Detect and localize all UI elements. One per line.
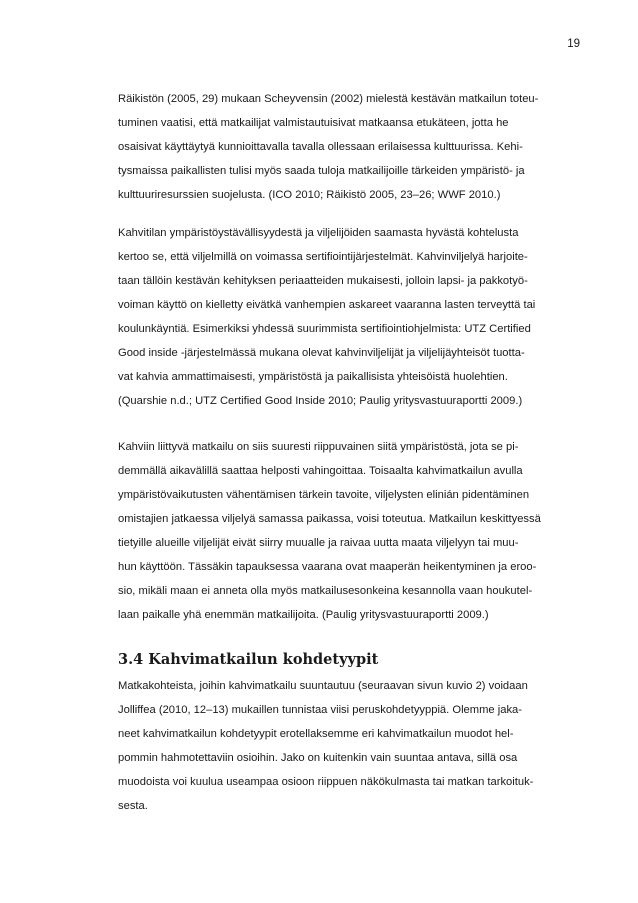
text-line: demmällä aikavälillä saattaa helposti vahingoittaa. Toisaalta kahvimatkailun avulla (118, 465, 523, 477)
text-line: ympäristövaikutusten vähentämisen tärkein tavoite, viljelysten elinián pidentäminen (118, 489, 530, 501)
text-line: Jolliffea (2010, 12–13) mukaillen tunnistaa viisi peruskohdetyyppiä. Olemme jaka- (118, 704, 523, 716)
text-line: omistajien jatkaessa viljelyä samassa paikassa, voisi toteutua. Matkailun keskittyessä (118, 513, 541, 525)
text-line: Kahvitilan ympäristöystävällisyydestä ja viljelijöiden saamasta hyvästä kohtelusta (118, 227, 519, 239)
text-line: (Quarshie n.d.; UTZ Certified Good Inside 2010; Paulig yritysvastuuraportti 2009.) (118, 395, 523, 407)
text-line: sesta. (118, 800, 148, 812)
text-line: tietyille alueille viljelijät eivät siirry muualle ja raivaa uutta maata viljelyyn tai muu- (118, 537, 519, 549)
section-heading: 3.4 Kahvimatkailun kohdetyypit (118, 651, 379, 668)
text-line: Räikistön (2005, 29) mukaan Scheyvensin (2002) mielestä kestävän matkailun toteu- (118, 93, 539, 105)
text-line: osaisivat käyttäytyä kunnioittavalla tavalla ollessaan erilaisessa kulttuurissa. Kehi- (118, 141, 523, 153)
text-line: tuminen vaatisi, että matkailijat valmistautuisivat matkaansa etukäteen, jotta he (118, 117, 509, 129)
text-line: Good inside -järjestelmässä mukana olevat kahvinviljelijät ja viljelijäyhteisöt tuotta- (118, 347, 525, 359)
text-line: neet kahvimatkailun kohdetyypit erotellaksemme eri kahvimatkailun muodot hel- (118, 728, 514, 740)
text-line: kertoo se, että viljelmillä on voimassa sertifiointijärjestelmät. Kahvinviljelyä harjoite- (118, 251, 528, 263)
section-paragraph (118, 674, 586, 818)
text-line: pommin hahmotettaviin osioihin. Jako on kuitenkin vain suuntaa antava, sillä osa (118, 752, 518, 764)
text-line: taan tällöin kestävän kehityksen periaatteiden mukaisesti, jolloin lapsi- ja pakkotyö- (118, 275, 528, 287)
paragraph-1 (118, 87, 586, 207)
text-line: vat kahvia ammattimaisesti, ympäristöstä ja paikallisista yhteisöistä huolehtien. (118, 371, 508, 383)
text-line: sio, mikäli maan ei anneta olla myös matkailusesonkeina kesannolla vaan houkutel- (118, 585, 533, 597)
text-line: tysmaissa paikallisten tulisi myös saada tuloja matkailijoille tärkeiden ympäristö- ja (118, 165, 525, 177)
text-line: koulunkäyntiä. Esimerkiksi yhdessä suurimmista sertifiointiohjelmista: UTZ Certified (118, 323, 531, 335)
text-line: voiman käyttö on kielletty eivätkä vanhempien askareet vaaranna lasten terveyttä tai (118, 299, 536, 311)
page-number: 19 (567, 38, 580, 50)
text-line: Kahviin liittyvä matkailu on siis suuresti riippuvainen siitä ympäristöstä, jota se pi- (118, 441, 519, 453)
text-line: muodoista voi kuulua useampaa osioon riippuen näkökulmasta tai matkan tarkoituk- (118, 776, 534, 788)
text-line: Matkakohteista, joihin kahvimatkailu suuntautuu (seuraavan sivun kuvio 2) voidaan (118, 680, 528, 692)
text-line: kulttuuriresurssien suojelusta. (ICO 2010; Räikistö 2005, 23–26; WWF 2010.) (118, 189, 501, 201)
paragraph-2 (118, 221, 586, 413)
text-line: hun käyttöön. Tässäkin tapauksessa vaarana ovat maaperän heikentyminen ja eroo- (118, 561, 537, 573)
paragraph-3 (118, 435, 586, 627)
text-line: laan paikalle yhä enemmän matkailijoita. (Paulig yritysvastuuraportti 2009.) (118, 609, 489, 621)
